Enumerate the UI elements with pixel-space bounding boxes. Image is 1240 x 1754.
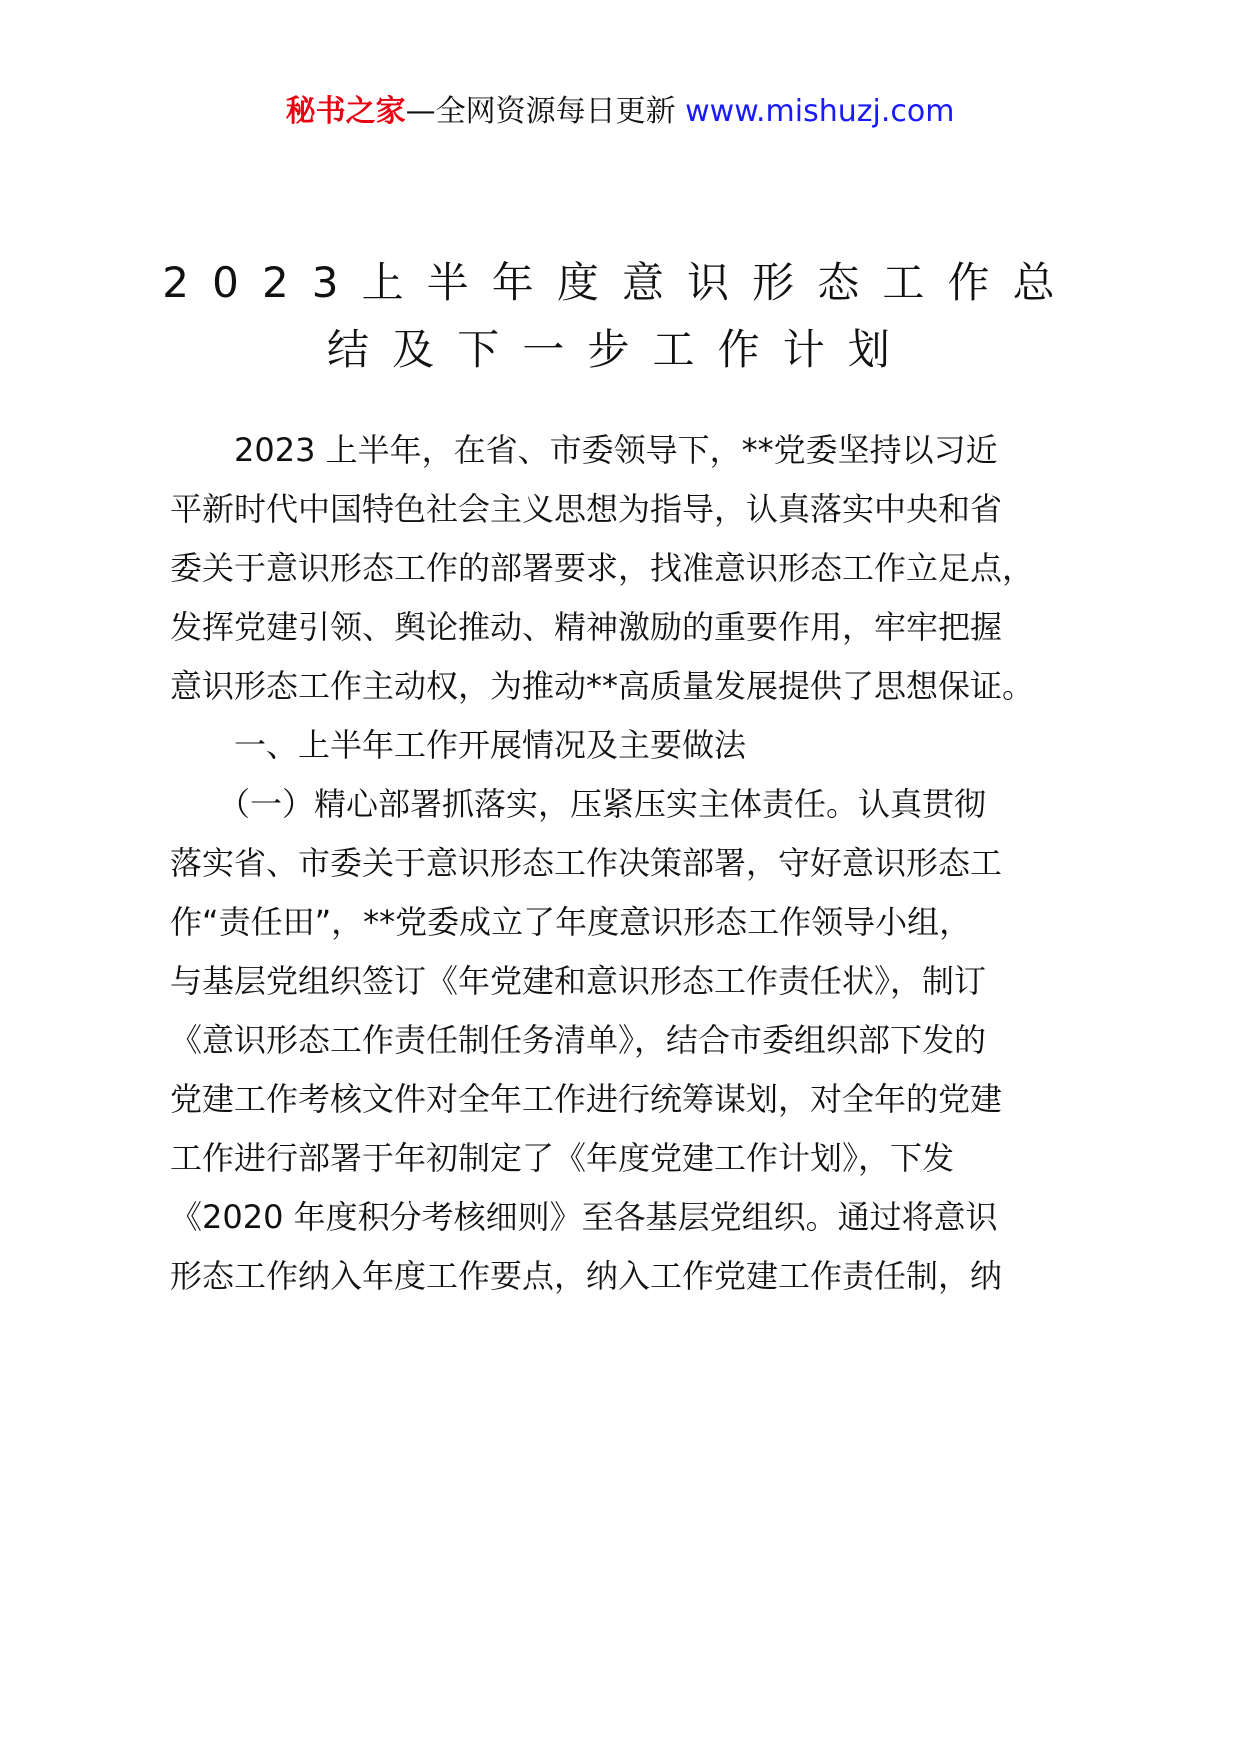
body-line-3: 委关于意识形态工作的部署要求，找准意识形态工作立足点， — [170, 549, 1035, 587]
body-line-10: 与基层党组织签订《年党建和意识形态工作责任状》，制订 — [170, 962, 987, 1000]
section-heading-1: 一、上半年工作开展情况及主要做法 — [170, 726, 747, 764]
site-banner — [0, 92, 1240, 132]
site-brand: 秘书之家 — [285, 94, 406, 129]
document-title-line-1: 2023上半年度意识形态工作总 — [162, 258, 1078, 307]
body-line-4: 发挥党建引领、舆论推动、精神激励的重要作用，牢牢把握 — [170, 608, 1003, 646]
body-line-5: 意识形态工作主动权，为推动**高质量发展提供了思想保证。 — [170, 667, 1035, 705]
body-line-11: 《意识形态工作责任制任务清单》，结合市委组织部下发的 — [170, 1021, 987, 1059]
body-line-13: 工作进行部署于年初制定了《年度党建工作计划》，下发 — [170, 1139, 955, 1177]
body-line-15: 形态工作纳入年度工作要点，纳入工作党建工作责任制，纳 — [170, 1257, 1003, 1295]
body-line-7: （一）精心部署抓落实，压紧压实主体责任。认真贯彻 — [170, 785, 987, 823]
site-url-link[interactable]: www.mishuzj.com — [685, 94, 955, 129]
body-line-8: 落实省、市委关于意识形态工作决策部署，守好意识形态工 — [170, 844, 1003, 882]
body-line-9: 作“责任田”，**党委成立了年度意识形态工作领导小组， — [170, 903, 972, 941]
site-slogan: —全网资源每日更新 — [405, 94, 686, 129]
body-line-1: 2023 上半年，在省、市委领导下，**党委坚持以习近 — [170, 431, 998, 469]
body-line-14: 《2020 年度积分考核细则》至各基层党组织。通过将意识 — [170, 1198, 998, 1236]
document-title-line-2: 结及下一步工作计划 — [327, 325, 913, 374]
body-line-12: 党建工作考核文件对全年工作进行统筹谋划，对全年的党建 — [170, 1080, 1003, 1118]
body-line-2: 平新时代中国特色社会主义思想为指导，认真落实中央和省 — [170, 490, 1003, 528]
